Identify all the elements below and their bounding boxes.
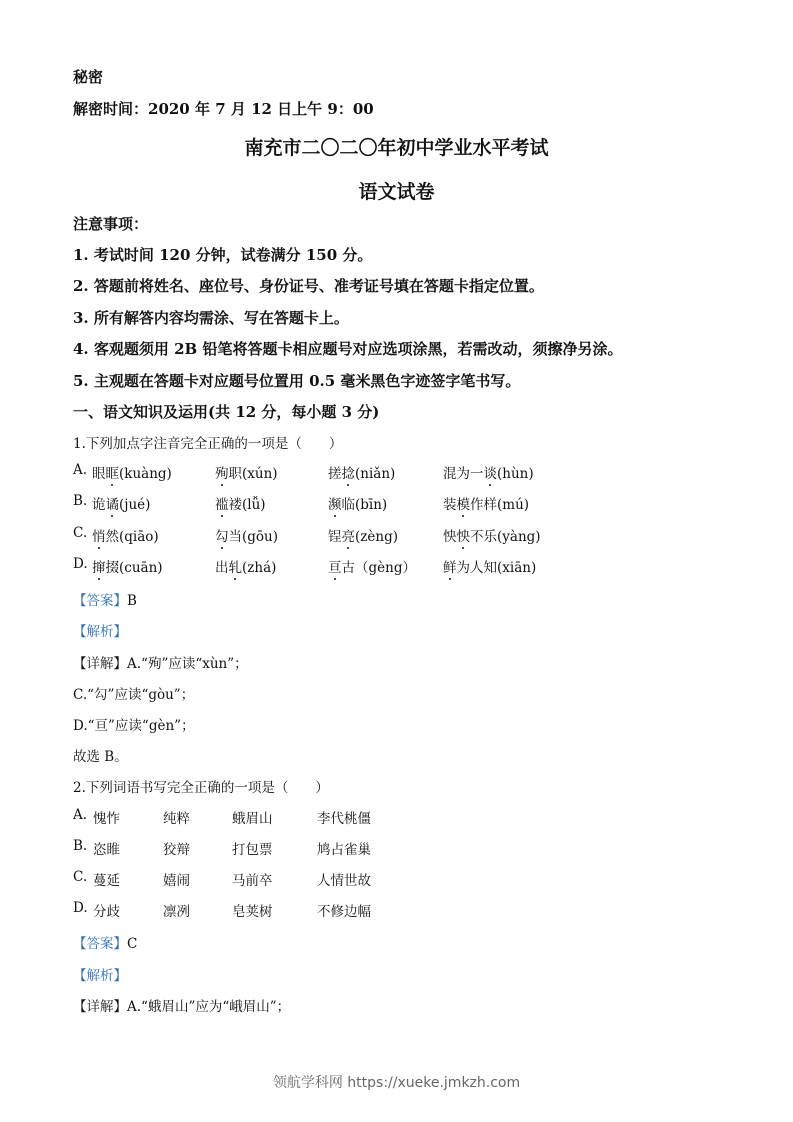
exam-title: 南充市二〇二〇年初中学业水平考试 [244, 137, 549, 159]
dotted-character: 谲 [105, 497, 119, 513]
option-item: 锃亮(zèng) [328, 529, 398, 545]
option-item: 眼眶(kuàng) [92, 466, 172, 482]
detail-line [73, 652, 248, 672]
option-word: 李代桃僵 [317, 811, 371, 827]
answer-tag: 【答案】 [73, 593, 127, 609]
detail-tag: 【详解】 [73, 656, 127, 672]
option-item: 出轧(zhá) [215, 560, 277, 576]
option-word: 蛾眉山 [232, 811, 273, 827]
option-item: 殉职(xún) [215, 466, 278, 482]
detail-line: D.“亘”应读“gèn”； [73, 718, 195, 734]
option-label: C. [73, 525, 88, 541]
option-label: B. [73, 838, 88, 854]
dotted-character: 悄 [92, 529, 106, 545]
option-item: 鲜为人知(xiān) [443, 560, 537, 576]
option-label: D. [73, 556, 88, 572]
option-word: 纯粹 [163, 811, 190, 827]
option-item: 亘古（gèng） [328, 560, 416, 576]
option-item: 撺掇(cuān) [92, 560, 163, 576]
analysis-tag: 【解析】 [73, 624, 127, 640]
dotted-character: 轧 [228, 560, 242, 576]
option-word: 打包票 [232, 842, 273, 858]
option-item: 悄然(qiāo) [92, 529, 159, 545]
option-word: 人情世故 [317, 873, 371, 889]
option-word: 鸠占雀巢 [317, 842, 371, 858]
detail-line [73, 995, 290, 1015]
option-item: 勾当(gōu) [215, 529, 278, 545]
option-word: 蔓延 [93, 873, 120, 889]
option-word: 分歧 [93, 904, 120, 920]
note-item: 1. 考试时间 120 分钟，试卷满分 150 分。 [73, 246, 373, 264]
dotted-character: 捻 [341, 466, 355, 482]
dotted-character: 怏 [456, 529, 470, 545]
dotted-character: 眶 [105, 466, 119, 482]
dotted-character: 殉 [215, 466, 229, 482]
note-item: 5. 主观题在答题卡对应题号位置用 0.5 毫米黑色字迹签字笔书写。 [73, 372, 521, 390]
secret-label: 秘密 [73, 68, 104, 86]
release-time: 解密时间：2020 年 7 月 12 日上午 9：00 [73, 100, 374, 118]
note-item: 2. 答题前将姓名、座位号、身份证号、准考证号填在答题卡指定位置。 [73, 277, 544, 295]
note-item: 4. 客观题须用 2B 铅笔将答题卡相应题号对应选项涂黑，若需改动，须擦净另涂。 [73, 340, 623, 358]
dotted-character: 褴 [215, 497, 229, 513]
exam-subtitle: 语文试卷 [358, 181, 435, 203]
option-word: 皂荚树 [232, 904, 273, 920]
detail-tag: 【详解】 [73, 999, 127, 1015]
dotted-character: 谈 [483, 466, 497, 482]
option-word: 马前卒 [232, 873, 273, 889]
dotted-character: 亘 [328, 560, 342, 576]
option-word: 愧怍 [93, 811, 120, 827]
option-label: D. [73, 900, 88, 916]
question-1-stem: 1.下列加点字注音完全正确的一项是（ ） [73, 436, 343, 452]
question-2-stem: 2.下列词语书写完全正确的一项是（ ） [73, 780, 329, 796]
option-word: 不修边幅 [317, 904, 371, 920]
section-heading: 一、语文知识及运用(共 12 分，每小题 3 分) [73, 403, 380, 421]
option-label: A. [73, 807, 88, 823]
dotted-character: 亮 [341, 529, 355, 545]
page-footer: 领航学科网 https://xueke.jmkzh.com [272, 1075, 521, 1091]
conclusion-line: 故选 B。 [73, 749, 128, 765]
answer-tag: 【答案】 [73, 936, 127, 952]
dotted-character: 勾 [215, 529, 229, 545]
option-item: 装模作样(mú) [443, 497, 530, 513]
dotted-character: 濒 [328, 497, 342, 513]
option-label: C. [73, 869, 88, 885]
option-label: B. [73, 493, 88, 509]
notes-heading: 注意事项： [73, 215, 149, 233]
option-word: 恣睢 [93, 842, 120, 858]
option-item: 濒临(bīn) [328, 497, 388, 513]
dotted-character: 撺 [92, 560, 106, 576]
answer-line [73, 589, 137, 609]
detail-text: A.“殉”应读“xùn”； [127, 656, 248, 672]
answer-value: B [127, 593, 137, 609]
option-item: 混为一谈(hùn) [443, 466, 534, 482]
detail-text: A.“蛾眉山”应为“峨眉山”； [127, 999, 291, 1015]
detail-line: C.“勾”应读“gòu”； [73, 687, 195, 703]
note-item: 3. 所有解答内容均需涂、写在答题卡上。 [73, 309, 349, 327]
option-word: 凛冽 [163, 904, 190, 920]
option-label: A. [73, 462, 88, 478]
answer-value: C [127, 936, 138, 952]
dotted-character: 模 [456, 497, 470, 513]
option-word: 狡辩 [163, 842, 190, 858]
option-word: 嬉闹 [163, 873, 190, 889]
dotted-character: 鲜 [443, 560, 457, 576]
analysis-tag: 【解析】 [73, 968, 127, 984]
option-item: 诡谲(jué) [92, 497, 151, 513]
answer-line [73, 932, 137, 952]
option-item: 怏怏不乐(yàng) [443, 529, 541, 545]
option-item: 褴褛(lǚ) [215, 497, 266, 513]
option-item: 搓捻(niǎn) [328, 466, 396, 482]
